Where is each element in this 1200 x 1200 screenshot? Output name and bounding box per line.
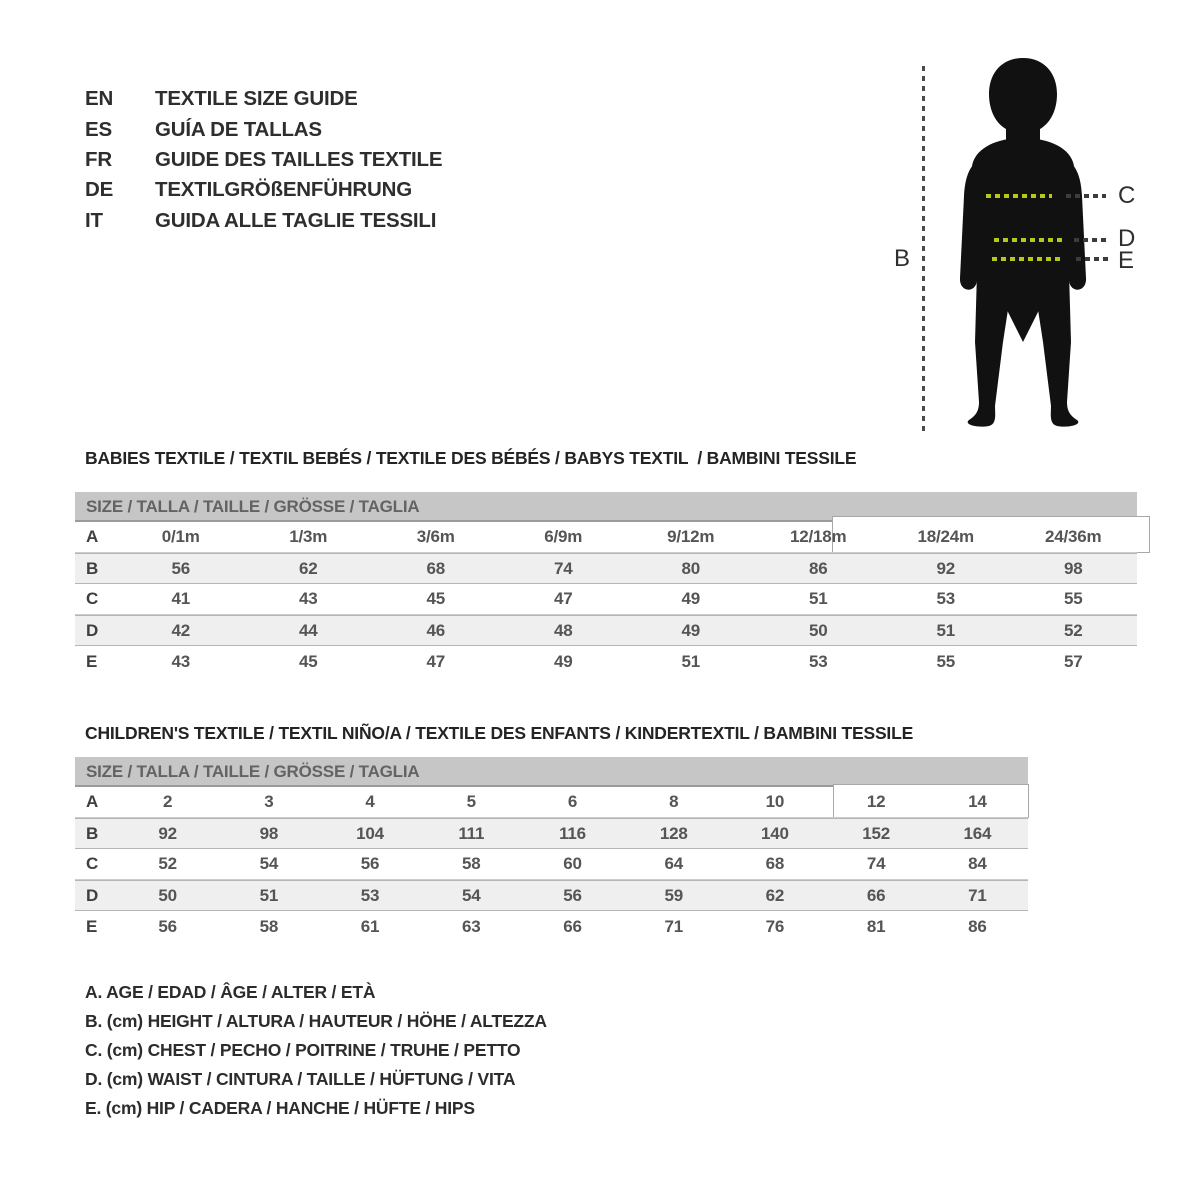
value-cell: 59 <box>664 885 683 905</box>
table-rows <box>75 787 1028 942</box>
row-label: D <box>86 885 99 905</box>
table-row-C <box>75 584 1137 615</box>
row-label: A <box>86 527 99 546</box>
table-row-D <box>75 615 1137 646</box>
value-cell: 53 <box>936 589 955 608</box>
babies-section-title: BABIES TEXTILE / TEXTIL BEBÉS / TEXTILE DES BÉBÉS / BABYS TEXTIL / BAMBINI TESSILE <box>85 448 857 468</box>
value-cell: 63 <box>462 916 481 936</box>
value-cell: 47 <box>553 589 573 608</box>
value-cell: 74 <box>866 854 886 873</box>
value-cell: 81 <box>866 916 886 936</box>
value-cell: 56 <box>360 854 380 873</box>
value-cell: 52 <box>158 854 177 873</box>
hip-leader-line <box>1076 257 1109 261</box>
value-cell: 45 <box>298 651 318 671</box>
value-cell: 92 <box>936 558 955 578</box>
row-label: E <box>86 916 98 936</box>
value-cell: 111 <box>458 823 485 843</box>
value-cell: 52 <box>1063 620 1083 640</box>
value-cell: 116 <box>559 823 586 843</box>
value-cell: 74 <box>553 558 573 578</box>
row-label: B <box>86 558 99 578</box>
value-cell: 1/3m <box>289 527 328 546</box>
value-cell: 49 <box>553 651 573 671</box>
value-cell: 49 <box>681 620 700 640</box>
table-row-E <box>75 646 1137 677</box>
table-row-A <box>75 787 1028 818</box>
value-cell: 104 <box>356 823 384 843</box>
row-label: C <box>86 854 99 873</box>
waist-measure-line <box>994 238 1062 242</box>
value-cell: 6 <box>567 792 578 811</box>
value-cell: 51 <box>681 651 700 671</box>
value-cell: 8 <box>669 792 679 811</box>
language-code: IT <box>85 208 103 232</box>
table-row-E <box>75 911 1028 942</box>
value-cell: 46 <box>426 620 445 640</box>
table-row-B <box>75 818 1028 849</box>
value-cell: 56 <box>171 558 190 578</box>
value-cell: 98 <box>1063 558 1083 578</box>
language-code: FR <box>85 147 112 171</box>
value-cell: 92 <box>158 823 177 843</box>
legend-line: E. (cm) HIP / CADERA / HANCHE / HÜFTE / HIPS <box>85 1098 475 1118</box>
value-cell: 53 <box>360 885 380 905</box>
language-list <box>85 84 442 236</box>
value-cell: 62 <box>765 885 785 905</box>
language-row <box>85 175 442 205</box>
value-cell: 80 <box>681 558 700 578</box>
value-cell: 10 <box>765 792 785 811</box>
language-title: TEXTILE SIZE GUIDE <box>155 87 358 111</box>
value-cell: 53 <box>808 651 828 671</box>
value-cell: 56 <box>563 885 582 905</box>
value-cell: 49 <box>681 589 700 608</box>
value-cell: 71 <box>968 885 987 905</box>
value-cell: 5 <box>466 792 476 811</box>
value-cell: 58 <box>462 854 481 873</box>
measurement-legend <box>85 982 547 1127</box>
legend-line: C. (cm) CHEST / PECHO / POITRINE / TRUHE / PETTO <box>85 1040 521 1060</box>
value-cell: 64 <box>664 854 683 873</box>
language-code: DE <box>85 178 114 202</box>
language-row <box>85 114 442 144</box>
language-code: ES <box>85 117 112 141</box>
language-title: GUIDE DES TAILLES TEXTILE <box>155 147 443 171</box>
value-cell: 76 <box>765 916 785 936</box>
value-cell: 3 <box>264 792 274 811</box>
value-cell: 48 <box>553 620 573 640</box>
value-cell: 55 <box>1063 589 1083 608</box>
table-row-A <box>75 522 1137 553</box>
value-cell: 42 <box>171 620 190 640</box>
value-cell: 2 <box>162 792 173 811</box>
legend-line: D. (cm) WAIST / CINTURA / TAILLE / HÜFTUNG / VITA <box>85 1069 516 1089</box>
children-size-table <box>75 757 1028 942</box>
value-cell: 68 <box>765 854 785 873</box>
value-cell: 60 <box>563 854 582 873</box>
value-cell: 86 <box>808 558 828 578</box>
value-cell: 44 <box>298 620 318 640</box>
language-title: GUÍA DE TALLAS <box>155 117 322 141</box>
value-cell: 86 <box>968 916 987 936</box>
value-cell: 66 <box>866 885 886 905</box>
value-cell: 47 <box>426 651 445 671</box>
height-label: B <box>894 245 911 272</box>
language-row <box>85 206 442 236</box>
hip-label: E <box>1118 247 1135 274</box>
value-cell: 50 <box>808 620 828 640</box>
chest-label: C <box>1118 182 1136 209</box>
waist-leader-line <box>1074 238 1107 242</box>
row-label: E <box>86 651 98 671</box>
value-cell: 56 <box>158 916 177 936</box>
value-cell: 51 <box>936 620 955 640</box>
value-cell: 58 <box>259 916 279 936</box>
value-cell: 43 <box>171 651 190 671</box>
table-row-B <box>75 553 1137 584</box>
row-label: C <box>86 589 99 608</box>
size-header-band: SIZE / TALLA / TAILLE / GRÖSSE / TAGLIA <box>75 492 1137 522</box>
value-cell: 14 <box>968 792 987 811</box>
chest-leader-line <box>1066 194 1106 198</box>
value-cell: 140 <box>761 823 789 843</box>
value-cell: 66 <box>563 916 582 936</box>
language-row <box>85 145 442 175</box>
value-cell: 45 <box>426 589 445 608</box>
value-cell: 3/6m <box>416 527 455 546</box>
value-cell: 41 <box>171 589 190 608</box>
language-code: EN <box>85 87 114 111</box>
value-cell: 84 <box>968 854 987 873</box>
babies-size-table <box>75 492 1137 677</box>
table-row-D <box>75 880 1028 911</box>
value-cell: 9/12m <box>667 527 715 546</box>
language-row <box>85 84 442 114</box>
waist-label: D <box>1118 225 1136 252</box>
size-header-band: SIZE / TALLA / TAILLE / GRÖSSE / TAGLIA <box>75 757 1028 787</box>
value-cell: 128 <box>659 823 688 843</box>
value-cell: 57 <box>1063 651 1083 671</box>
value-cell: 61 <box>360 916 380 936</box>
value-cell: 12/18m <box>790 527 847 546</box>
children-section-title: CHILDREN'S TEXTILE / TEXTIL NIÑO/A / TEXTILE DES ENFANTS / KINDERTEXTIL / BAMBINI TESSILE <box>85 723 914 743</box>
child-silhouette-image <box>945 52 1120 437</box>
value-cell: 152 <box>862 823 891 843</box>
value-cell: 68 <box>426 558 445 578</box>
value-cell: 54 <box>462 885 481 905</box>
value-cell: 24/36m <box>1045 527 1102 546</box>
value-cell: 164 <box>963 823 992 843</box>
value-cell: 54 <box>259 854 279 873</box>
legend-line: A. AGE / EDAD / ÂGE / ALTER / ETÀ <box>85 982 376 1002</box>
value-cell: 4 <box>365 792 375 811</box>
value-cell: 0/1m <box>161 527 200 546</box>
value-cell: 18/24m <box>917 527 974 546</box>
legend-line: B. (cm) HEIGHT / ALTURA / HAUTEUR / HÖHE / ALTEZZA <box>85 1011 547 1031</box>
table-row-C <box>75 849 1028 880</box>
value-cell: 6/9m <box>544 527 583 546</box>
value-cell: 43 <box>298 589 318 608</box>
value-cell: 62 <box>298 558 318 578</box>
language-title: TEXTILGRÖßENFÜHRUNG <box>155 178 412 202</box>
value-cell: 50 <box>158 885 177 905</box>
value-cell: 51 <box>808 589 828 608</box>
height-measure-dashed-line <box>922 66 925 434</box>
row-label: A <box>86 792 99 811</box>
hip-measure-line <box>992 257 1064 261</box>
value-cell: 55 <box>936 651 955 671</box>
chest-measure-line <box>986 194 1052 198</box>
row-label: B <box>86 823 99 843</box>
value-cell: 98 <box>259 823 279 843</box>
value-cell: 51 <box>259 885 279 905</box>
table-rows <box>75 522 1137 677</box>
value-cell: 12 <box>866 792 886 811</box>
row-label: D <box>86 620 99 640</box>
language-title: GUIDA ALLE TAGLIE TESSILI <box>155 208 437 232</box>
value-cell: 71 <box>664 916 683 936</box>
